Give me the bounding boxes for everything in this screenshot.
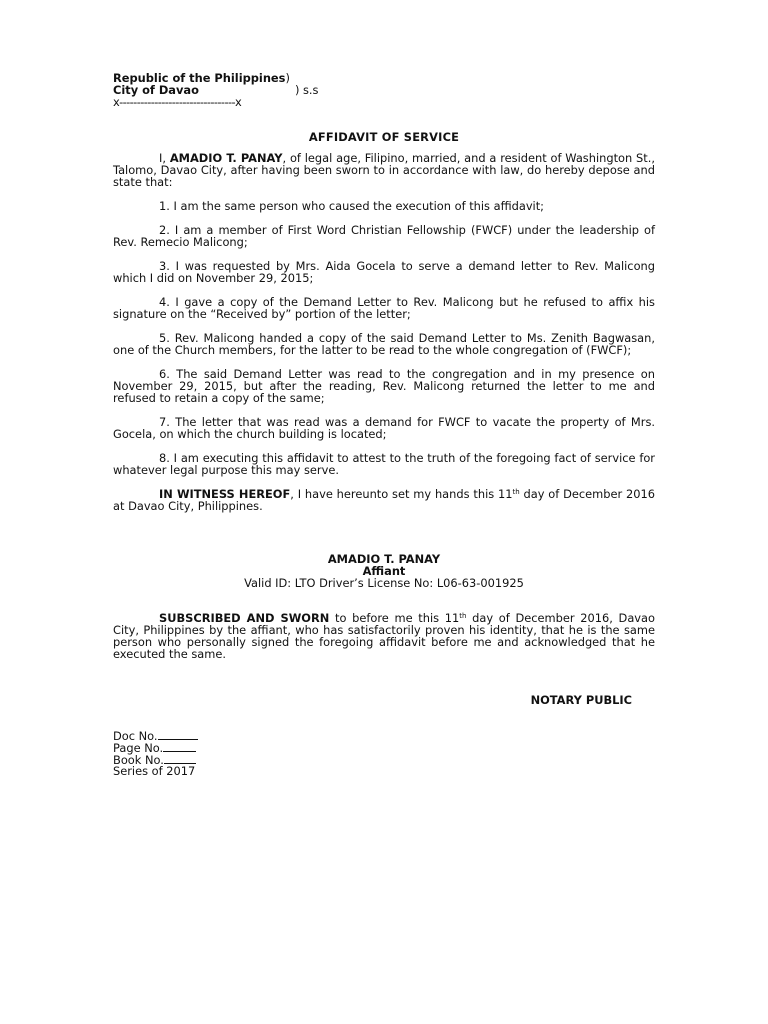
book-no-label: Book No. xyxy=(113,753,164,767)
affiant-name-inline: AMADIO T. PANAY xyxy=(169,151,283,165)
witness-post: day of December 2016 at Davao City, Philippines. xyxy=(113,487,656,513)
document-title: AFFIDAVIT OF SERVICE xyxy=(308,130,460,144)
intro-pre: I, xyxy=(159,151,170,165)
notarial-register xyxy=(113,729,655,777)
statement-item-4: 4. I gave a copy of the Demand Letter to Rev. Malicong but he refused to affix his signature on the “Received by” portion of the letter; xyxy=(113,295,655,321)
witness-pre: , I have hereunto set my hands this 11 xyxy=(290,487,513,501)
page-no-line xyxy=(113,741,655,753)
jurat-paragraph xyxy=(113,612,655,660)
series-line: Series of 2017 xyxy=(113,764,196,778)
intro-paragraph xyxy=(113,152,655,188)
affiant-label: Affiant xyxy=(362,564,406,578)
caption-republic-paren: ) xyxy=(285,71,290,85)
doc-no-blank xyxy=(158,729,198,740)
page-no-blank xyxy=(163,741,196,752)
notary-public-label: NOTARY PUBLIC xyxy=(530,693,632,707)
affiant-name: AMADIO T. PANAY xyxy=(327,552,441,566)
signature-block xyxy=(113,553,655,589)
affidavit-page xyxy=(113,72,655,777)
intro-post: , of legal age, Filipino, married, and a resident of Washington St., Talomo, Davao City, after having been sworn to in accordance with law, do hereby depose and state that: xyxy=(113,151,655,189)
statement-item-1: 1. I am the same person who caused the execution of this affidavit; xyxy=(159,199,545,213)
statement-item-8: 8. I am executing this affidavit to attest to the truth of the foregoing fact of service for whatever legal purpose this may serve. xyxy=(113,451,655,477)
witness-sup: th xyxy=(512,488,520,496)
statement-item-2: 2. I am a member of First Word Christian Fellowship (FWCF) under the leadership of Rev. Remecio Malicong; xyxy=(113,223,655,249)
witness-paragraph xyxy=(113,488,655,512)
jurat-post: day of December 2016, Davao City, Philippines by the affiant, who has satisfactorily proven his identity, that he is the same person who personally signed the foregoing affidavit before me and acknowledged that he executed the same. xyxy=(113,611,655,661)
doc-no-line xyxy=(113,729,655,741)
caption xyxy=(113,72,655,108)
jurat-pre: to before me this 11 xyxy=(329,611,460,625)
statement-item-3: 3. I was requested by Mrs. Aida Gocela to serve a demand letter to Rev. Malicong which I did on November 29, 2015; xyxy=(113,259,655,285)
caption-ss: ) s.s xyxy=(294,83,319,97)
statement-item-5: 5. Rev. Malicong handed a copy of the said Demand Letter to Ms. Zenith Bagwasan, one of the Church members, for the latter to be read to the whole congregation of (FWCF); xyxy=(113,331,655,357)
doc-no-label: Doc No. xyxy=(113,729,158,743)
witness-lead: IN WITNESS HEREOF xyxy=(159,487,291,501)
caption-separator: x---------------------------------x xyxy=(113,95,242,109)
statement-item-6: 6. The said Demand Letter was read to the congregation and in my presence on November 29, 2015, but after the reading, Rev. Malicong returned the letter to me and refused to retain a copy of the same; xyxy=(113,367,655,405)
caption-republic: Republic of the Philippines xyxy=(113,71,286,85)
page-no-label: Page No. xyxy=(113,741,164,755)
affiant-valid-id: Valid ID: LTO Driver’s License No: L06-63-001925 xyxy=(244,576,524,590)
book-no-blank xyxy=(164,753,196,764)
statement-item-7: 7. The letter that was read was a demand for FWCF to vacate the property of Mrs. Gocela, on which the church building is located; xyxy=(113,415,655,441)
jurat-lead: SUBSCRIBED AND SWORN xyxy=(159,611,330,625)
caption-city: City of Davao xyxy=(113,83,199,97)
jurat-sup: th xyxy=(459,612,467,620)
